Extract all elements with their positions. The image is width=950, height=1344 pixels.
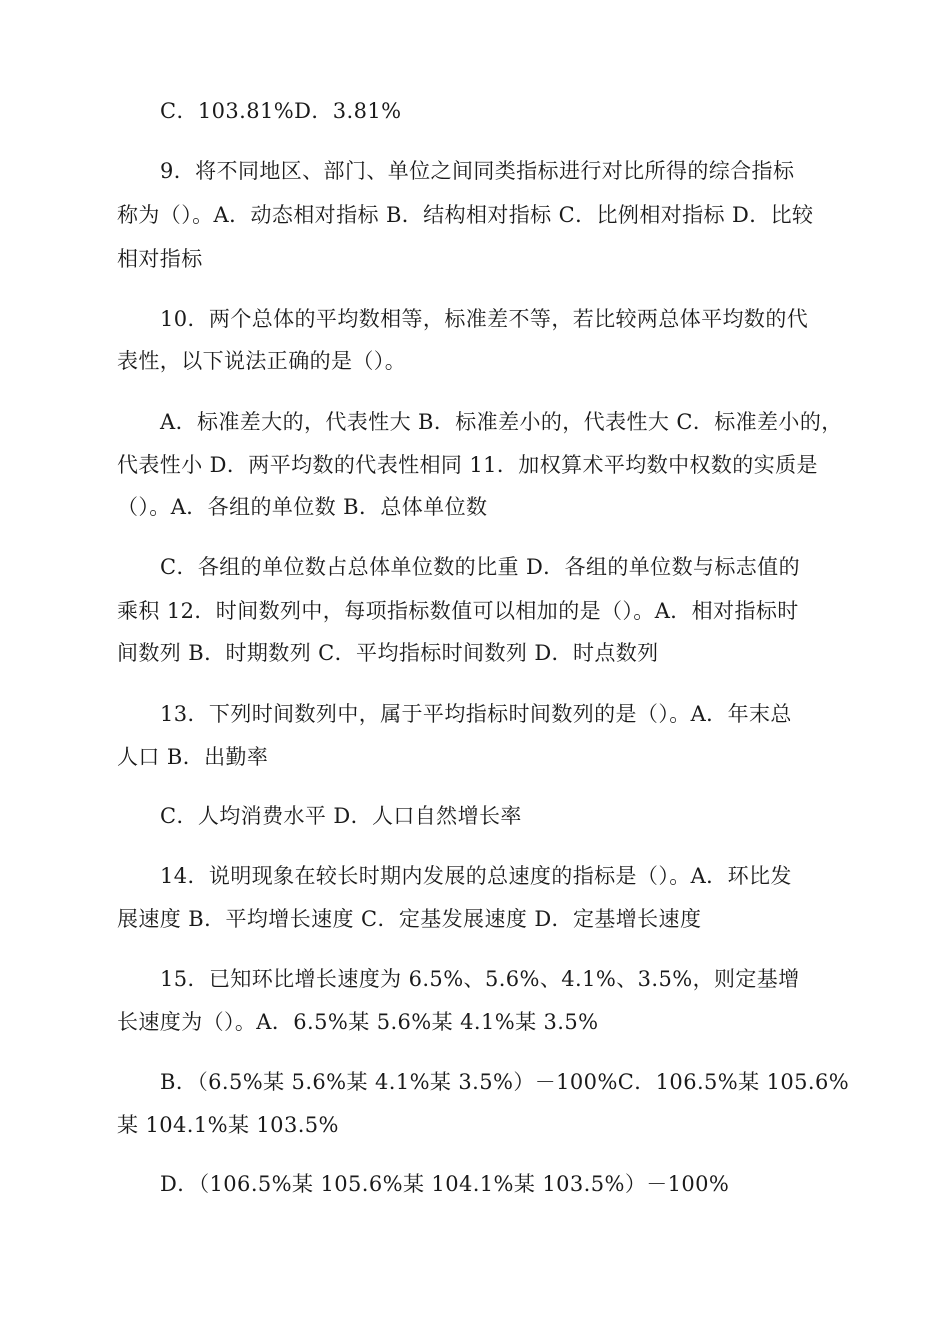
- text-line: 人口 B．出勤率: [117, 745, 269, 769]
- text-line: B．（6.5%某 5.6%某 4.1%某 3.5%）－100%C．106.5%某 105.6%: [160, 1070, 850, 1094]
- text-line: D．（106.5%某 105.6%某 104.1%某 103.5%）－100%: [160, 1172, 730, 1196]
- text-line: 9．将不同地区、部门、单位之间同类指标进行对比所得的综合指标: [160, 159, 795, 183]
- text-line: 某 104.1%某 103.5%: [117, 1113, 339, 1137]
- text-line: （）。A．各组的单位数 B．总体单位数: [117, 495, 488, 519]
- text-line: 10．两个总体的平均数相等，标准差不等，若比较两总体平均数的代: [160, 307, 809, 331]
- text-line: 15．已知环比增长速度为 6.5%、5.6%、4.1%、3.5%，则定基增: [160, 967, 800, 991]
- text-line: 展速度 B．平均增长速度 C．定基发展速度 D．定基增长速度: [117, 907, 702, 931]
- text-line: 代表性小 D．两平均数的代表性相同 11．加权算术平均数中权数的实质是: [117, 453, 818, 477]
- text-line: 称为（）。A．动态相对指标 B．结构相对指标 C．比例相对指标 D．比较: [117, 203, 814, 227]
- text-line: C．人均消费水平 D．人口自然增长率: [160, 804, 522, 828]
- text-line: 14．说明现象在较长时期内发展的总速度的指标是（）。A．环比发: [160, 864, 792, 888]
- text-line: 乘积 12．时间数列中，每项指标数值可以相加的是（）。A．相对指标时: [117, 599, 799, 623]
- text-line: 13．下列时间数列中，属于平均指标时间数列的是（）。A．年末总: [160, 702, 792, 726]
- text-line: 相对指标: [117, 247, 203, 271]
- text-line: 表性，以下说法正确的是（）。: [117, 349, 407, 373]
- text-line: C．103.81%D．3.81%: [160, 99, 402, 123]
- text-line: 长速度为（）。A．6.5%某 5.6%某 4.1%某 3.5%: [117, 1010, 599, 1034]
- text-line: A．标准差大的，代表性大 B．标准差小的，代表性大 C．标准差小的，: [160, 410, 843, 434]
- text-line: C．各组的单位数占总体单位数的比重 D．各组的单位数与标志值的: [160, 555, 800, 579]
- text-line: 间数列 B．时期数列 C．平均指标时间数列 D．时点数列: [117, 641, 659, 665]
